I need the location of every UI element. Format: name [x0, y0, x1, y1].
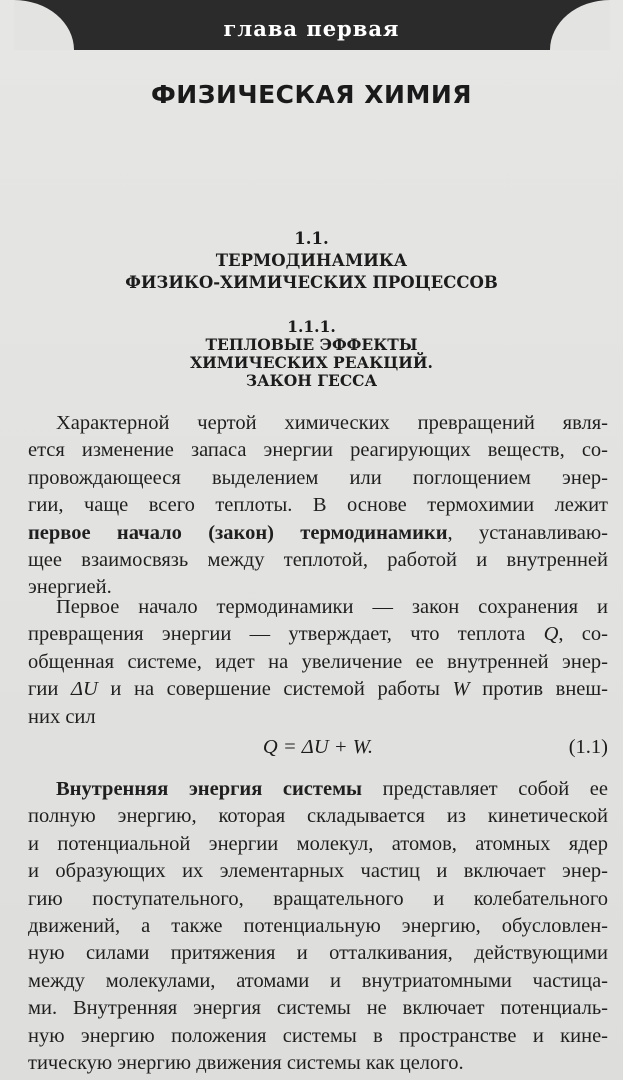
text-fragment: против внеш- [469, 678, 608, 701]
subsection-title-line-2: ХИМИЧЕСКИХ РЕАКЦИЙ. [190, 353, 433, 372]
text-line: провождающееся выделением или поглощением энер- [28, 466, 608, 489]
section-heading [0, 228, 623, 294]
subsection-title-line-3: ЗАКОН ГЕССА [245, 371, 378, 390]
text-fragment: превращения энергии — утверждает, что теплота [28, 623, 544, 646]
text-line: между молекулами, атомами и внутриатомными частица- [28, 969, 608, 992]
bold-term: Внутренняя энергия системы [56, 778, 363, 800]
variable: ΔU [70, 678, 98, 701]
subsection-heading [0, 318, 623, 390]
text-line: Характерной чертой химических превращений явля- [56, 412, 608, 434]
text-fragment: гии [28, 678, 71, 701]
section-number: 1.1. [294, 229, 329, 248]
section-title-line-2: ФИЗИКО-ХИМИЧЕСКИХ ПРОЦЕССОВ [125, 273, 498, 292]
subsection-number: 1.1.1. [287, 317, 336, 336]
text-line: полную энергию, которая складывается из кинетической [28, 805, 608, 828]
text-line: и образующих их элементарных частиц и включает энер- [28, 860, 608, 883]
variable: W [452, 678, 470, 701]
text-line: щее взаимосвязь между теплотой, работой и внутренней [28, 549, 608, 572]
text-line: них сил [28, 705, 96, 728]
paragraph-3 [28, 776, 608, 1077]
bold-term: первое начало (закон) термодинамики [28, 521, 448, 544]
text-line: гию поступательного, вращательного и колебательного [28, 887, 608, 910]
text-line [28, 621, 608, 648]
text-line: общенная системе, идет на увеличение ее внутренней энер- [28, 650, 608, 673]
subsection-title-line-1: ТЕПЛОВЫЕ ЭФФЕКТЫ [205, 335, 418, 354]
text-line: движений, а также потенциальную энергию, обусловлен- [28, 915, 608, 938]
text-line: Первое начало термодинамики — закон сохранения и [56, 596, 608, 618]
text-line: ную энергию положения системы в пространстве и кине- [28, 1024, 608, 1047]
text-fragment: , устанавливаю- [447, 521, 608, 544]
section-title-line-1: ТЕРМОДИНАМИКА [215, 251, 408, 270]
paragraph-2 [28, 594, 608, 731]
text-line [28, 776, 608, 803]
text-line: ми. Внутренняя энергия системы не включает потенциаль- [28, 997, 608, 1020]
chapter-title: ФИЗИЧЕСКАЯ ХИМИЯ [150, 80, 472, 109]
text-fragment: , со- [558, 623, 608, 646]
paragraph-1 [28, 410, 608, 602]
variable: Q [543, 623, 559, 646]
formula: Q = ΔU + W. [262, 736, 374, 758]
text-line [28, 676, 608, 703]
text-line: энергией. [28, 576, 112, 599]
text-line [28, 520, 608, 547]
text-fragment: представляет собой ее [362, 778, 608, 800]
text-fragment: и на совершение системой работы [97, 678, 453, 701]
text-line: ется изменение запаса энергии реагирующих веществ, со- [28, 439, 608, 462]
chapter-label: глава первая [223, 16, 400, 41]
text-line: и потенциальной энергии молекул, атомов, атомных ядер [28, 832, 608, 855]
text-line: гии, чаще всего теплоты. В основе термохимии лежит [28, 494, 608, 517]
equation-number: (1.1) [568, 736, 608, 758]
text-line: тическую энергию движения системы как целого. [28, 1052, 464, 1075]
text-line: ную силами притяжения и отталкивания, действующими [28, 942, 608, 965]
